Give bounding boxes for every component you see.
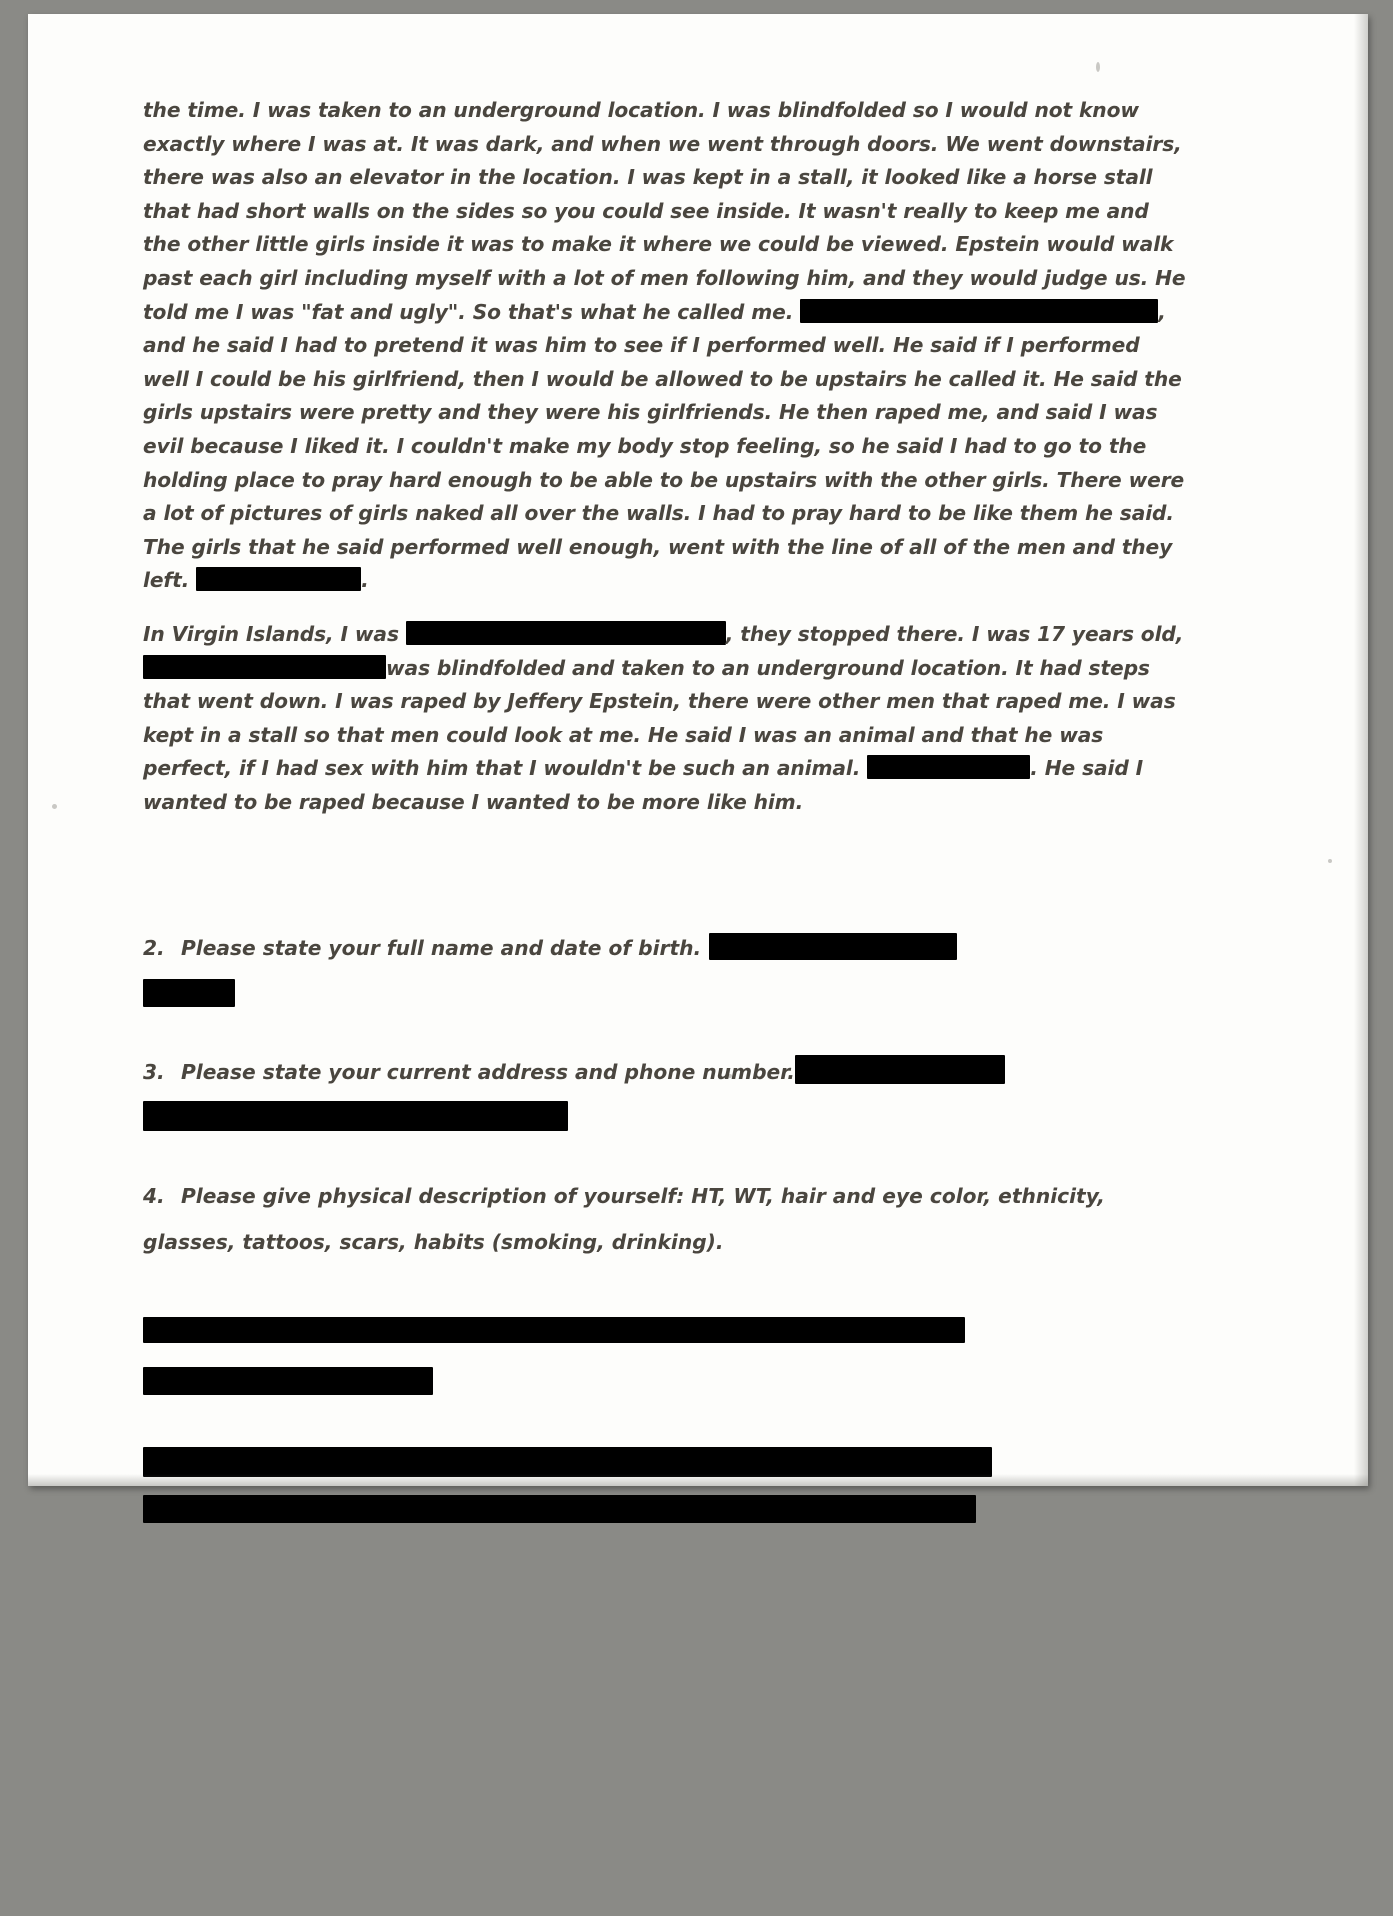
redaction-bar	[406, 621, 726, 645]
redaction-bar	[143, 1367, 433, 1395]
paragraph-continued-testimony	[143, 94, 1188, 598]
redaction-bar	[143, 1101, 568, 1131]
paper-sheet	[28, 14, 1368, 1486]
scan-artifact-speck	[1096, 62, 1100, 72]
redaction-bar	[867, 755, 1030, 779]
question-text-line2	[143, 1219, 1188, 1265]
paragraph-text-segment: was blindfolded and taken to an underground location. It had steps that went down. I was raped by Jeffery Epstein, there were other men that raped me. I was kept in a stall so that men could look at me. He said I was an animal and that he was perfect, if I had sex with him that I wouldn't be such an animal.	[143, 655, 1176, 781]
question-item-2	[143, 925, 1188, 971]
scan-artifact-speck	[1328, 859, 1332, 863]
paragraph-text-segment: In Virgin Islands, I was	[143, 621, 406, 646]
question-text: Please state your full name and date of birth.	[181, 936, 702, 961]
redaction-bar	[143, 1447, 992, 1477]
document-body	[143, 94, 1188, 1523]
redaction-bar	[143, 1495, 976, 1523]
question-text-continued: glasses, tattoos, scars, habits (smoking, drinking).	[143, 1230, 724, 1255]
section-spacer	[143, 1265, 1188, 1307]
paragraph-text-segment: , and he said I had to pretend it was him to see if I performed well. He said if I performed well I could be his girlfriend, then I would be allowed to be upstairs he called it. He said the girls upstairs were pretty and they were his girlfriends. He then raped me, and said I was evil because I liked it. I couldn't make my body stop feeling, so he said I had to go to the holding place to pray hard enough to be able to be upstairs with the other girls. There were a lot of pictures of girls naked all over the walls. I had to pray hard to be like them he said. The girls that he said performed well enough, went with the line of all of the men and they left.	[143, 299, 1185, 593]
section-spacer	[143, 839, 1188, 925]
question-number: 4.	[143, 1184, 165, 1209]
paragraph-text-segment: . He said I wanted to be raped because I wanted to be more like him.	[143, 756, 1144, 814]
question-text: Please state your current address and phone number.	[181, 1060, 795, 1085]
paragraph-text-segment: .	[361, 568, 369, 593]
redaction-bar	[196, 567, 361, 591]
paper-edge-shadow	[1354, 14, 1368, 1486]
paragraph-text-segment: , they stopped there. I was 17 years old,	[725, 621, 1184, 646]
question-item-3	[143, 1049, 1188, 1095]
redaction-bar	[709, 933, 957, 960]
section-spacer	[143, 1007, 1188, 1049]
paragraph-text-segment: the time. I was taken to an underground location. I was blindfolded so I would not know exactly where I was at. It was dark, and when we went through doors. We went downstairs, there was also an elevator in the location. I was kept in a stall, it looked like a horse stall that had short walls on the sides so you could see inside. It wasn't really to keep me and the other little girls inside it was to make it where we could be viewed. Epstein would walk past each girl including myself with a lot of men following him, and they would judge us. He told me I was "fat and ugly". So that's what he called me.	[143, 98, 1186, 324]
question-number: 3.	[143, 1060, 165, 1085]
question-number: 2.	[143, 936, 165, 961]
redaction-bar	[795, 1055, 1005, 1084]
redaction-bar	[143, 979, 235, 1007]
redaction-bar	[143, 1317, 965, 1343]
scan-artifact-speck	[52, 804, 57, 809]
redaction-bar	[800, 299, 1158, 323]
redaction-bar	[143, 655, 386, 679]
paragraph-virgin-islands	[143, 618, 1188, 820]
question-text: Please give physical description of yourself: HT, WT, hair and eye color, ethnicity,	[181, 1184, 1105, 1209]
section-spacer	[143, 1131, 1188, 1173]
question-item-4	[143, 1173, 1188, 1219]
